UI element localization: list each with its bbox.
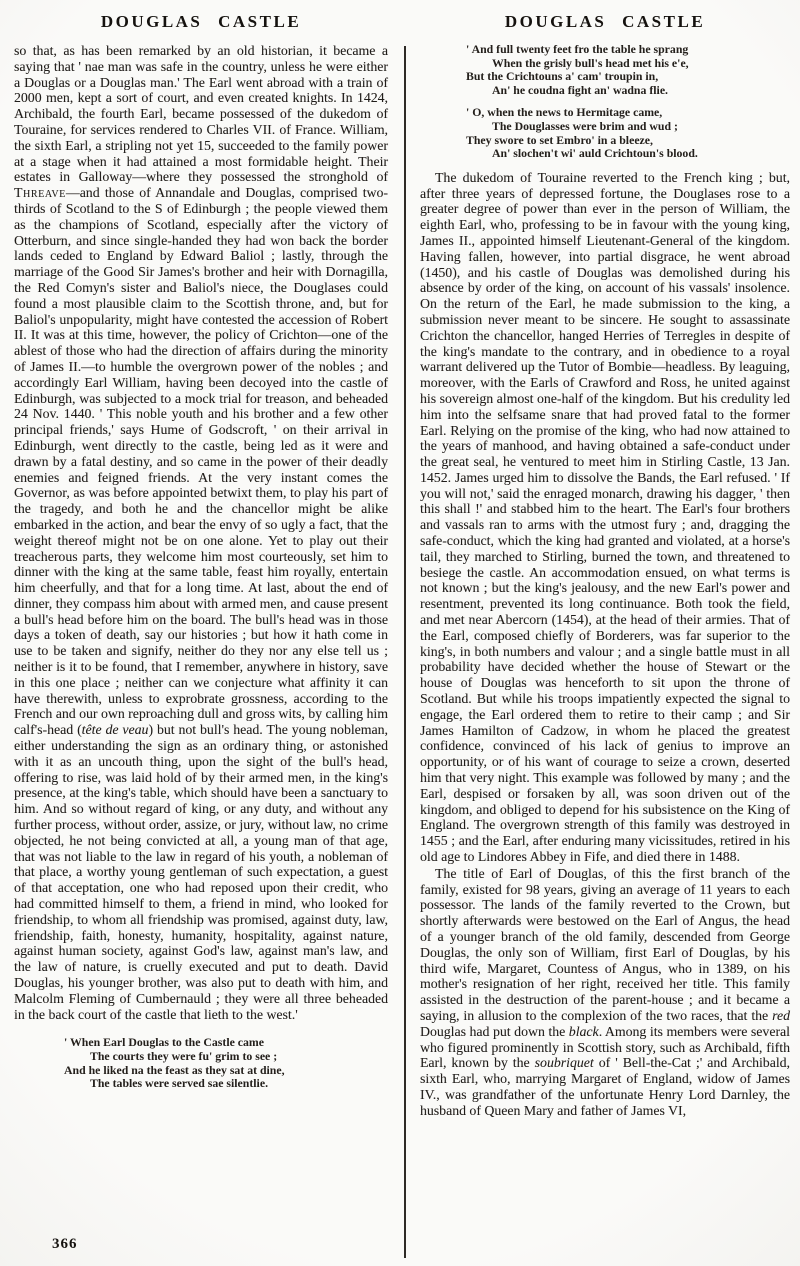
verse-line: But the Crichtouns a' cam' troupin in, — [466, 69, 659, 84]
right-column — [420, 12, 790, 1119]
verse-line: When the grisly bull's head met his e'e, — [492, 55, 689, 70]
verse-line: ' O, when the news to Hermitage came, — [466, 105, 663, 120]
italic-text: tête de veau — [81, 722, 149, 738]
verse-line: The courts they were fu' grim to see ; — [90, 1049, 278, 1063]
smallcaps-text: Threave — [14, 185, 66, 201]
italic-text: black — [568, 1023, 599, 1039]
italic-text: soubriquet — [534, 1055, 594, 1071]
running-head-left: DOUGLAS CASTLE — [100, 12, 302, 31]
running-head-right: DOUGLAS CASTLE — [504, 12, 706, 31]
left-body-text: so that, as has been remarked by an old historian, it became a saying that ' nae man was safe in the country, unless he were either a Douglas or a Douglas man.' The Earl went abroad with a train of 2000 men, kept a sort of court, and even created knights. In 1424, Archibald, the fourth Earl, became possessed of the dukedom of Touraine, for services rendered to Charles VII. of France. William, the sixth Earl, a stripling not yet 15, succeeded to the family power at a stage when it had attained a most formidable height. Their estates in Galloway—where they possessed the stronghold of Threave—and those of Annandale and Douglas, comprised two-thirds of Scotland to the S of Edinburgh ; the people viewed them as the champions of Scotland, especially after the victory of Otterburn, and since single-handed they had won back the border lands ceded to England by Edward Baliol ; lastly, through the marriage of the Good Sir James's brother and heir with Dornagilla, the Red Comyn's sister and Baliol's niece, the Douglases could found a most plausible claim to the Scottish throne, and, but for Baliol's unpopularity, might have contested the accession of Robert II. It was at this time, however, the policy of Crichton—one of the ablest of those who had the direction of affairs during the minority of James II.—to humble the overgrown power of the nobles ; and accordingly Earl William, having been decoyed into the castle of Edinburgh, was subjected to a mock trial for treason, and beheaded 24 Nov. 1440. ' This noble youth and his brother and a few other principal friends,' says Hume of Godscroft, ' on their arrival in Edinburgh, went directly to the castle, being led as it were and drawn by a fatal destiny, and so came in the power of their deadly enemies and feigned friends. At the very instant comes the Governor, as was before appointed betwixt them, to play his part of the tragedy, and both he and the chancellor might be alike embarked in the action, and bear the envy of so ugly a fact, that the weight thereof might not be on one alone. Yet to play out their treacherous parts, they welcome him most courteously, set him to dinner with the king at the same table, feast him royally, entertain him cheerfully, and that for a long time. At last, about the end of dinner, they compass him about with armed men, and cause present a bull's head before him on the board. The bull's head was in those days a token of death, say our histories ; but how it hath come in use to be taken and signify, neither do they nor any else tell us ; neither is it to be found, that I remember, anywhere in history, save in this one place ; neither can we conjecture what affinity it can have therewith, unless to exprobrate grossness, according to the French and our own reproaching dull and gross wits, by calling him calf's-head (tête de veau) but not bull's head. The young nobleman, either understanding the sign as an ordinary thing, or astonished with it as an uncouth thing, upon the sight of the bull's head, offering to rise, was laid hold of by their armed men, in the king's presence, at the king's table, which should have been a sanctuary to him. And so without regard of king, or any duty, and without any further process, without order, assize, or jury, without law, no crime objected, he not being convicted at all, a young man of that age, that was not liable to the law in regard of his youth, a nobleman of that place, a worthy young gentleman of such expectation, a guest of that acceptation, one who had reposed upon their credit, who had committed himself to them, a friend in mind, who looked for friendship, to whom all friendship was promised, against duty, law, friendship, faith, honesty, humanity, hospitality, against nature, against human society, against God's law, against man's law, and the law of nature, is cruelly executed and put to death. David Douglas, his younger brother, was also put to death with him, and Malcolm Fleming of Cumbernauld ; they were all three beheaded in the back court of the castle that lieth to the west.' — [14, 43, 388, 1022]
verse-line: An' he coudna fight an' wadna flie. — [492, 82, 669, 97]
verse-line: The tables were served sae silentlie. — [90, 1076, 269, 1091]
paragraph-earl-title: The title of Earl of Douglas, of this the first branch of the family, existed for 98 years, giving an average of 11 years to each possessor. The lands of the family reverted to the Crown, but shortly afterwards were bestowed on the Earl of Angus, the head of a younger branch of the old family, descended from George Douglas, the only son of William, first Earl of Douglas, by his third wife, Margaret, Countess of Angus, who in 1389, on his mother's resignation of her right, received her title. This family assisted in the destruction of the parent-house ; and it became a saying, in allusion to the complexion of the two races, that the red Douglas had put down the black. Among its members were several who figured prominently in Scottish story, such as Archibald, fifth Earl, known by the soubriquet of ' Bell-the-Cat ;' and Archibald, sixth Earl, who, marrying Margaret of England, widow of James IV., was grandfather of the unfortunate Henry Lord Darnley, the husband of Queen Mary and father of James VI, — [420, 865, 791, 1118]
italic-text: red — [772, 1007, 790, 1023]
left-footer-verse — [64, 1036, 388, 1090]
verse-line: They swore to set Embro' in a bleeze, — [466, 132, 653, 147]
verse-line: ' And full twenty feet fro the table he sprang — [466, 42, 689, 56]
verse-line: And he liked na the feast as they sat at dine, — [64, 1062, 285, 1077]
verse-stanza-1 — [466, 43, 790, 97]
paragraph-touraine: The dukedom of Touraine reverted to the French king ; but, after three years of depressed fortune, the Douglases rose to a greater degree of power than ever in the person of William, the eighth Earl, who, professing to be in favour with the young king, James II., appointed himself Lieutenant-General of the kingdom. Having fallen, however, into partial disgrace, he went abroad (1450), and his castle of Douglas was demolished during his absence by order of the king, on account of his vassals' insolence. On the return of the Earl, he made submission to the king, a submission never meant to be sincere. He sought to assassinate Crichton the chancellor, hanged Herries of Terregles in despite of the king's mandate to the contrary, and in obedience to a royal warrant delivered up the Tutor of Bombie—headless. By leaguing, moreover, with the Earls of Crawford and Ross, he united against his sovereign almost one-half of the kingdom. But his credulity led him into the selfsame snare that had proved fatal to the former Earl. Relying on the promise of the king, who had now attained to the years of manhood, and having obtained a safe-conduct under the great seal, he ventured to meet him in Stirling Castle, 13 Jan. 1452. James urged him to dissolve the Bands, the Earl refused. ' If you will not,' said the enraged monarch, drawing his dagger, ' then this shall !' and stabbed him to the heart. The Earl's four brothers and vassals ran to arms with the utmost fury ; and, dragging the safe-conduct, which the king had granted and violated, at a horse's tail, they marched to Stirling, burned the town, and threatened to besiege the castle. An accommodation ensued, on what terms is not known ; but the king's jealousy, and the new Earl's power and resentment, prevented its long continuance. Both took the field, and met near Abercorn (1454), at the head of their armies. That of the Earl, composed chiefly of Borderers, was far superior to the king's, in both numbers and valour ; and a single battle must in all probability have decided whether the house of Stewart or the house of Douglas was henceforth to sit upon the throne of Scotland. But while his troops impatiently expected the signal to engage, the Earl ordered them to retire to their camp ; and Sir James Hamilton of Cadzow, in whom he placed the greatest confidence, convinced of his lack of genius to improve an opportunity, or of his want of courage to seize a crown, deserted him that very night. This example was followed by many ; and the Earl, despised or forsaken by all, was soon driven out of the kingdom, and obliged to depend for his subsistence on the King of England. The overgrown strength of this family was destroyed in 1455 ; and the Earl, after enduring many vicissitudes, retired in his old age to Lindores Abbey in Fife, and died there in 1488. — [420, 169, 790, 865]
page-number: 366 — [52, 1236, 78, 1252]
left-column — [14, 12, 388, 1100]
verse-line: ' When Earl Douglas to the Castle came — [64, 1035, 264, 1050]
column-divider-rule — [404, 46, 406, 1258]
verse-line: The Douglasses were brim and wud ; — [492, 118, 678, 133]
verse-stanza-2 — [466, 106, 790, 160]
verse-line: An' slochen't wi' auld Crichtoun's blood. — [492, 146, 698, 161]
